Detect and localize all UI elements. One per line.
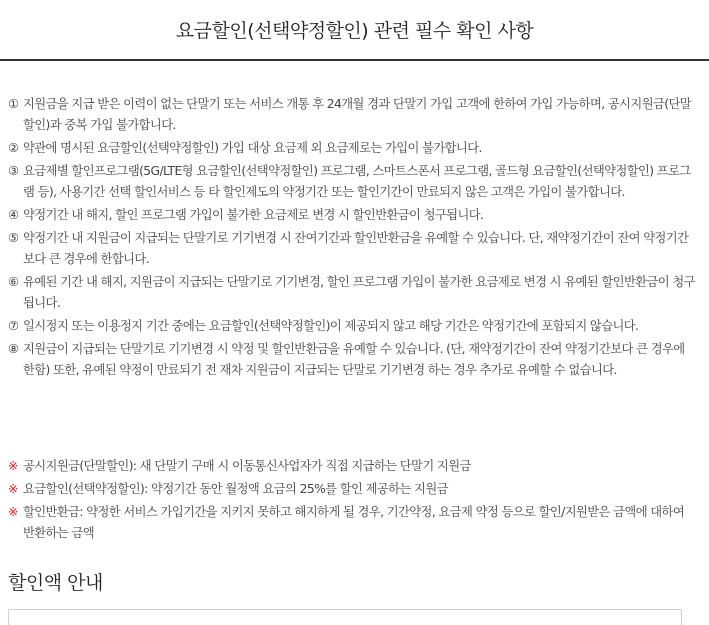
definition-text: 약정기간 동안 월정액 요금의 25%를 할인 제공하는 지원금 [151,482,448,496]
definition-item [8,479,698,500]
notice-number: ③ [8,164,19,178]
notice-number: ② [8,141,19,155]
notice-item [8,205,698,226]
notice-number: ⑤ [8,231,19,245]
notice-text: 약정기간 내 해지, 할인 프로그램 가입이 불가한 요금제로 변경 시 할인반환금이 청구됩니다. [23,208,484,222]
definition-body [23,456,698,477]
notice-number: ⑧ [8,342,19,356]
notice-text: 요금제별 할인프로그램(5G/LTE형 요금할인(선택약정할인) 프로그램, 스마트스폰서 프로그램, 골드형 요금할인(선택약정할인) 프로그램 등), 사용기간 선택 할인서비스 등 타 할인제도의 약정기간 또는 할인기간이 만료되지 않은 고객은 가입이 불가합니다. [23,164,691,199]
notice-item [8,316,698,337]
notice-item [8,339,698,381]
definition-term: 할인반환금: [23,505,83,519]
notice-text: 약관에 명시된 요금할인(선택약정할인) 가입 대상 요금제 외 요금제로는 가입이 불가합니다. [23,141,482,155]
definition-body [23,502,698,544]
notice-list [8,94,698,383]
page-title: 요금할인(선택약정할인) 관련 필수 확인 사항 [175,20,534,42]
definition-term: 요금할인(선택약정할인): [23,482,148,496]
discount-info-panel [8,609,682,625]
definition-text: 새 단말기 구매 시 이동통신사업자가 직접 지급하는 단말기 지원금 [139,459,471,473]
notice-item [8,228,698,270]
definition-term: 공시지원금(단말할인): [23,459,137,473]
notice-text: 약정기간 내 지원금이 지급되는 단말기로 기기변경 시 잔여기간과 할인반환금을 유예할 수 있습니다. 단, 재약정기간이 잔여 약정기간보다 큰 경우에 한합니다. [23,231,689,266]
notice-item [8,272,698,314]
notice-number: ① [8,97,19,111]
definition-list [8,456,698,546]
notice-number: ⑥ [8,275,19,289]
definition-body [23,479,698,500]
page-header [0,0,709,61]
reference-mark-icon: ※ [8,482,18,496]
notice-text: 지원금이 지급되는 단말기로 기기변경 시 약정 및 할인반환금을 유예할 수 있습니다. (단, 재약정기간이 잔여 약정기간보다 큰 경우에 한함) 또한, 유예된 약정이 만료되기 전 재차 지원금이 지급되는 단말로 기기변경 하는 경우 추가로 유예할 수 없습니다. [23,342,685,377]
definition-text: 약정한 서비스 가입기간을 지키지 못하고 해지하게 될 경우, 기간약정, 요금제 약정 등으로 할인/지원받은 금액에 대하여 반환하는 금액 [23,505,685,540]
reference-mark-icon: ※ [8,505,18,519]
notice-number: ⑦ [8,319,19,333]
notice-text: 유예된 기간 내 해지, 지원금이 지급되는 단말기로 기기변경, 할인 프로그램 가입이 불가한 요금제로 변경 시 유예된 할인반환금이 청구됩니다. [23,275,695,310]
section-title-discount-info: 할인액 안내 [8,572,103,594]
notice-item [8,161,698,203]
definition-item [8,456,698,477]
notice-text: 지원금을 지급 받은 이력이 없는 단말기 또는 서비스 개통 후 24개월 경과 단말기 가입 고객에 한하여 가입 가능하며, 공시지원금(단말할인)과 중복 가입 불가합니다. [23,97,692,132]
reference-mark-icon: ※ [8,459,18,473]
notice-item [8,94,698,136]
notice-item [8,138,698,159]
notice-text: 일시정지 또는 이용정지 기간 중에는 요금할인(선택약정할인)이 제공되지 않고 해당 기간은 약정기간에 포함되지 않습니다. [23,319,639,333]
notice-number: ④ [8,208,19,222]
definition-item [8,502,698,544]
